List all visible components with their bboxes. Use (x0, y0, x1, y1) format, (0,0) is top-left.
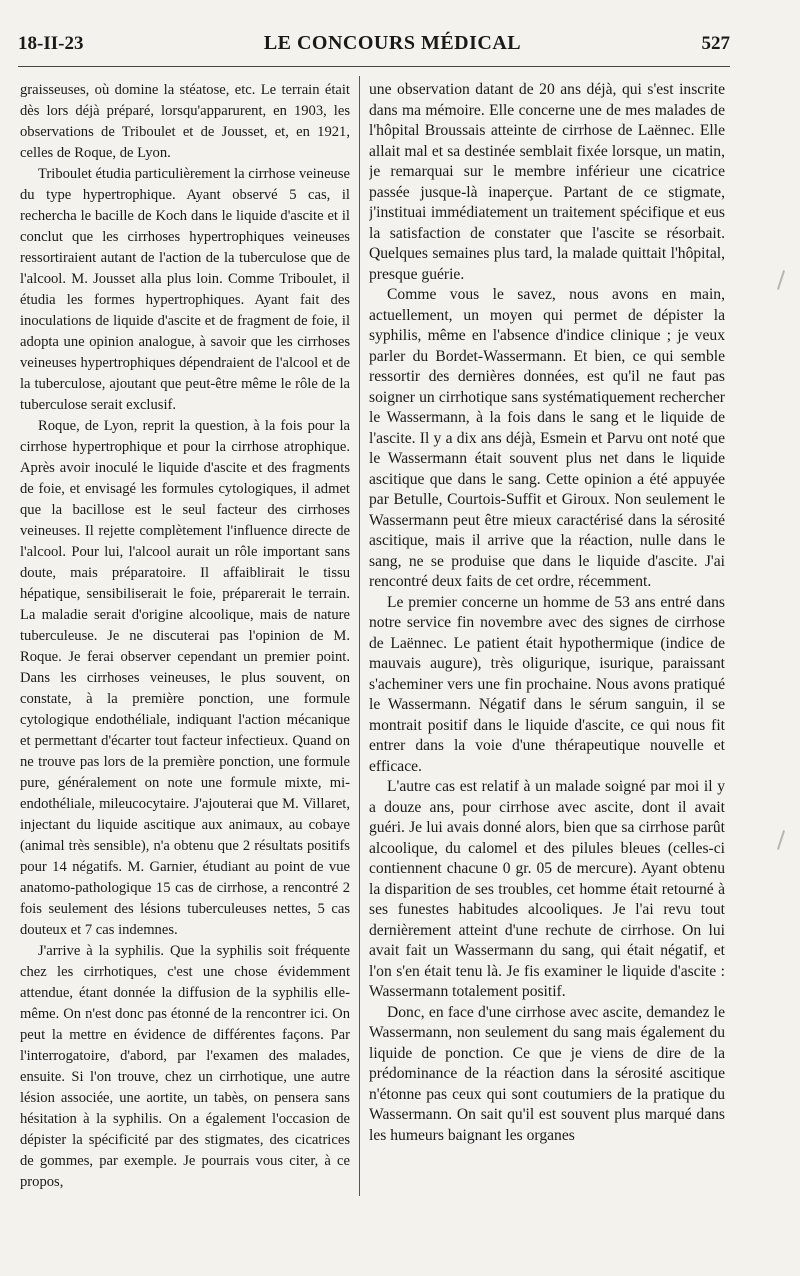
right-column (369, 80, 725, 1260)
right-paragraph-3: Le premier concerne un homme de 53 ans entré dans notre service fin novembre avec des signes de cirrhose de Laënnec. Le patient était hypothermique (indice de mauvais augure), très oligurique, isurique, paraissant s'acheminer vers une fin prochaine. Nous avons pratiqué le Wassermann. Négatif dans le sérum sanguin, il se montrait positif dans le liquide d'ascite, ce qui nous fit entrer dans la voie d'une thérapeutique nouvelle et efficace. (369, 593, 725, 775)
margin-mark (777, 270, 785, 290)
right-paragraph-2: Comme vous le savez, nous avons en main, actuellement, un moyen qui permet de dépister la syphilis, même en l'absence d'indice clinique ; je veux parler du Bordet-Wassermann. Et bien, ce qui semble ressortir des dernières données, est qu'il ne faut pas soigner un cirrhotique sans systématiquement rechercher le Wassermann, à la fois dans le sang et le liquide de l'ascite. Il y a dix ans déjà, Esmein et Parvu ont noté que le Wassermann était souvent plus net dans le liquide ascitique que dans le sang. Cette opinion a été appuyée par Betulle, Courtois-Suffit et Giroux. Non seulement le Wassermann peut être mieux caractérisé dans la sérosité ascitique, mais il arrive que la réaction, nulle dans le sang, ne se produise que dans le liquide d'ascite. J'ai rencontré deux faits de cet ordre, récemment. (369, 286, 725, 590)
right-paragraph-4: L'autre cas est relatif à un malade soigné par moi il y a douze ans, pour cirrhose avec ascite, dont il avait guéri. Je lui avais donné alors, bien que sa cirrhose parût alcoolique, du calomel et des pilules bleues (celles-ci contiennent chacune 0 gr. 05 de mercure). Ayant obtenu la disparition de ses troubles, cet homme était retourné à ses funestes habitudes alcooliques. Je l'ai revu tout dernièrement atteint d'une rechute de cirrhose. On lui avait fait un Wassermann du sang, qui était négatif, et l'on s'en était tenu là. Je fis examiner le liquide d'ascite : Wassermann totalement positif. (369, 778, 725, 1000)
left-column (20, 80, 350, 1260)
header-rule (18, 66, 730, 67)
column-divider (359, 76, 360, 1196)
running-header (18, 32, 730, 62)
margin-mark (777, 830, 785, 850)
left-paragraph-3: Roque, de Lyon, reprit la question, à la fois pour la cirrhose hypertrophique et pour la cirrhose atrophique. Après avoir inoculé le liquide d'ascite et des fragments de foie, et envisagé les formules cytologiques, il admet que la bacillose est le seul facteur des cirrhoses veineuses. Il rejette complètement l'influence directe de l'alcool. Pour lui, l'alcool aurait un rôle important sans doute, mais préparatoire. Il affaiblirait le tissu hépatique, sensibiliserait le foie, préparerait le terrain. La maladie serait d'origine alcoolique, mais de nature tuberculeuse. Je ne discuterai pas l'opinion de M. Roque. Je ferai observer cependant un premier point. Dans les cirrhoses veineuses, le plus souvent, on constate, à la première ponction, une formule cytologique endothéliale, indiquant l'action mécanique et permettant d'écarter tout facteur infectieux. Quand on ne trouve pas lors de la première ponction, une formule pure, généralement on note une formule mixte, mi-endothéliale, mileucocytaire. J'ajouterai que M. Villaret, injectant du liquide ascitique aux animaux, au cobaye (animal très sensible), n'a obtenu que 2 résultats positifs pour 14 négatifs. M. Garnier, étudiant au point de vue anatomo-pathologique 15 cas de cirrhose, a rencontré 2 fois seulement des lésions tuberculeuses nettes, 5 cas douteux et 7 cas indemnes. (20, 418, 350, 938)
left-paragraph-4: J'arrive à la syphilis. Que la syphilis soit fréquente chez les cirrhotiques, c'est une chose évidemment attendue, étant donnée la diffusion de la syphilis elle-même. On n'est donc pas étonné de la rencontrer ici. On peut la mettre en évidence de différentes façons. Par l'interrogatoire, d'abord, par l'examen des malades, ensuite. Si l'on trouve, chez un cirrhotique, une autre lésion associée, une aortite, un tabès, on pensera sans hésitation à la syphilis. On a également l'occasion de dépister la spécificité par des stigmates, des cicatrices de gommes, par exemple. Je pourrais vous citer, à ce propos, (20, 943, 350, 1190)
right-paragraph-1: une observation datant de 20 ans déjà, qui s'est inscrite dans ma mémoire. Elle concerne une de mes malades de l'hôpital Broussais atteinte de cirrhose de Laënnec. Elle allait mal et sa destinée semblait fixée lorsque, un matin, je remarquai sur le membre inférieur une cicatrice passée jusque-là inaperçue. Partant de ce stigmate, j'instituai immédiatement un traitement spécifique et eus la satisfaction de constater que l'ascite se résorbait. Quelques semaines plus tard, la malade quittait l'hôpital, presque guérie. (369, 81, 725, 283)
left-paragraph-1: graisseuses, où domine la stéatose, etc. Le terrain était dès lors déjà préparé, lorsqu'apparurent, en 1903, les observations de Triboulet et de Jousset, et, en 1921, celles de Roque, de Lyon. (20, 82, 350, 161)
page-number: 527 (701, 33, 730, 54)
right-paragraph-5: Donc, en face d'une cirrhose avec ascite, demandez le Wassermann, non seulement du sang mais également du liquide de ponction. Ce que je viens de dire de la prédominance de la réaction dans la sérosité ascitique n'étonne pas ceux qui sont coutumiers de la pratique du Wassermann. On sait qu'il est souvent plus marqué dans les humeurs baignant les organes (369, 1003, 725, 1144)
header-date: 18-II-23 (18, 33, 84, 54)
left-paragraph-2: Triboulet étudia particulièrement la cirrhose veineuse du type hypertrophique. Ayant observé 5 cas, il rechercha le bacille de Koch dans le liquide d'ascite et il conclut que les cirrhoses hypertrophiques veineuses ressortiraient autant de l'action de la tuberculose que de l'alcool. M. Jousset alla plus loin. Comme Triboulet, il étudia les formes hypertrophiques. Ayant fait des inoculations de liquide d'ascite et de fragment de foie, il adopta une opinion analogue, à savoir que les cirrhoses veineuses hypertrophiques dépendraient de l'alcool et de la tuberculose, ajoutant que peut-être même le rôle de la tuberculose serait exclusif. (20, 166, 350, 413)
journal-title: LE CONCOURS MÉDICAL (263, 32, 522, 54)
